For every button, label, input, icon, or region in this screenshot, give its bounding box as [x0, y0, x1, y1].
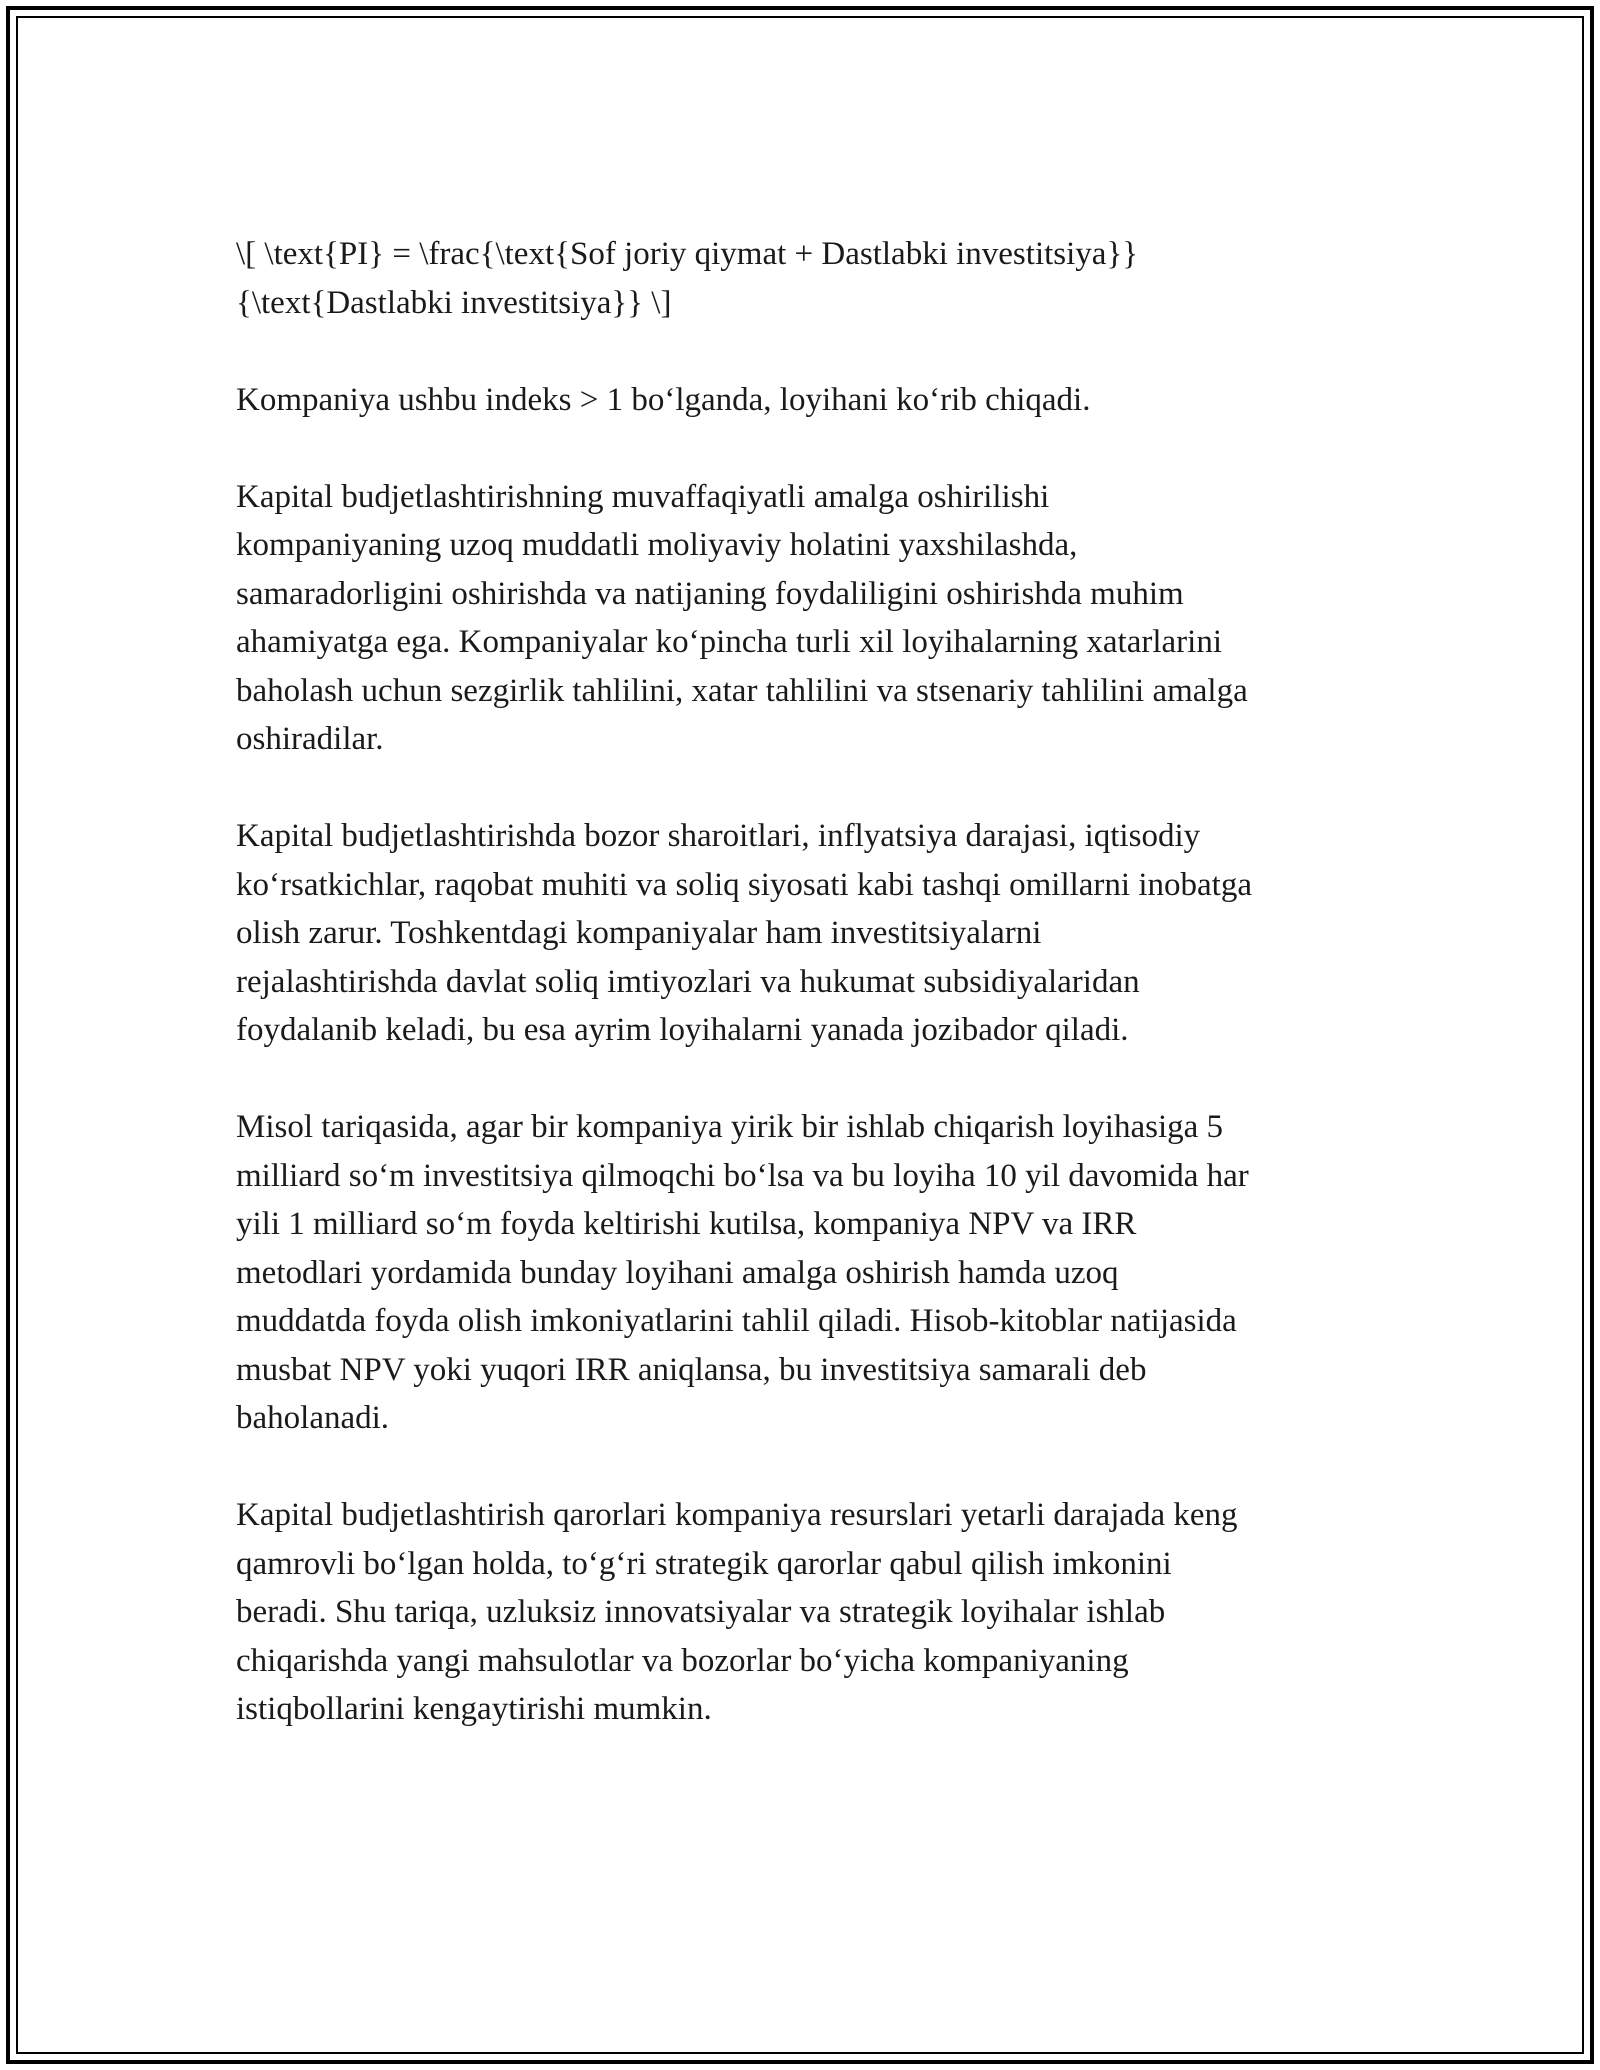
- paragraph-importance: Kapital budjetlashtirishning muvaffaqiyatli amalga oshirilishi kompaniyaning uzoq muddatli moliyaviy holatini yaxshilashda, samaradorligini oshirishda va natijaning foydaliligini oshirishda muhim ahamiyatga ega. Kompaniyalar koʻpincha turli xil loyihalarning xatarlarini baholash uchun sezgirlik tahlilini, xatar tahlilini va stsenariy tahlilini amalga oshiradilar.: [236, 478, 1248, 757]
- paragraph-index-rule: Kompaniya ushbu indeks > 1 boʻlganda, loyihani koʻrib chiqadi.: [236, 381, 1091, 418]
- paragraph-external-factors: Kapital budjetlashtirishda bozor sharoitlari, inflyatsiya darajasi, iqtisodiy koʻrsatkichlar, raqobat muhiti va soliq siyosati kabi tashqi omillarni inobatga olish zarur. Toshkentdagi kompaniyalar ham investitsiyalarni rejalashtirishda davlat soliq imtiyozlari va hukumat subsidiyalaridan foydalanib keladi, bu esa ayrim loyihalarni yanada jozibador qiladi.: [236, 818, 1252, 1048]
- paragraph-conclusion: Kapital budjetlashtirish qarorlari kompaniya resurslari yetarli darajada keng qamrovli boʻlgan holda, toʻgʻri strategik qarorlar qabul qilish imkonini beradi. Shu tariqa, uzluksiz innovatsiyalar va strategik loyihalar ishlab chiqarishda yangi mahsulotlar va bozorlar boʻyicha kompaniyaning istiqbollarini kengaytirishi mumkin.: [236, 1497, 1238, 1727]
- document-body: [236, 230, 1386, 1782]
- paragraph-example: Misol tariqasida, agar bir kompaniya yirik bir ishlab chiqarish loyihasiga 5 milliard soʻm investitsiya qilmoqchi boʻlsa va bu loyiha 10 yil davomida har yili 1 milliard soʻm foyda keltirishi kutilsa, kompaniya NPV va IRR metodlari yordamida bunday loyihani amalga oshirish hamda uzoq muddatda foyda olish imkoniyatlarini tahlil qiladi. Hisob-kitoblar natijasida musbat NPV yoki yuqori IRR aniqlansa, bu investitsiya samarali deb baholanadi.: [236, 1109, 1249, 1436]
- formula-paragraph: \[ \text{PI} = \frac{\text{Sof joriy qiymat + Dastlabki investitsiya}} {\text{Dastlabki investitsiya}} \]: [236, 236, 1139, 321]
